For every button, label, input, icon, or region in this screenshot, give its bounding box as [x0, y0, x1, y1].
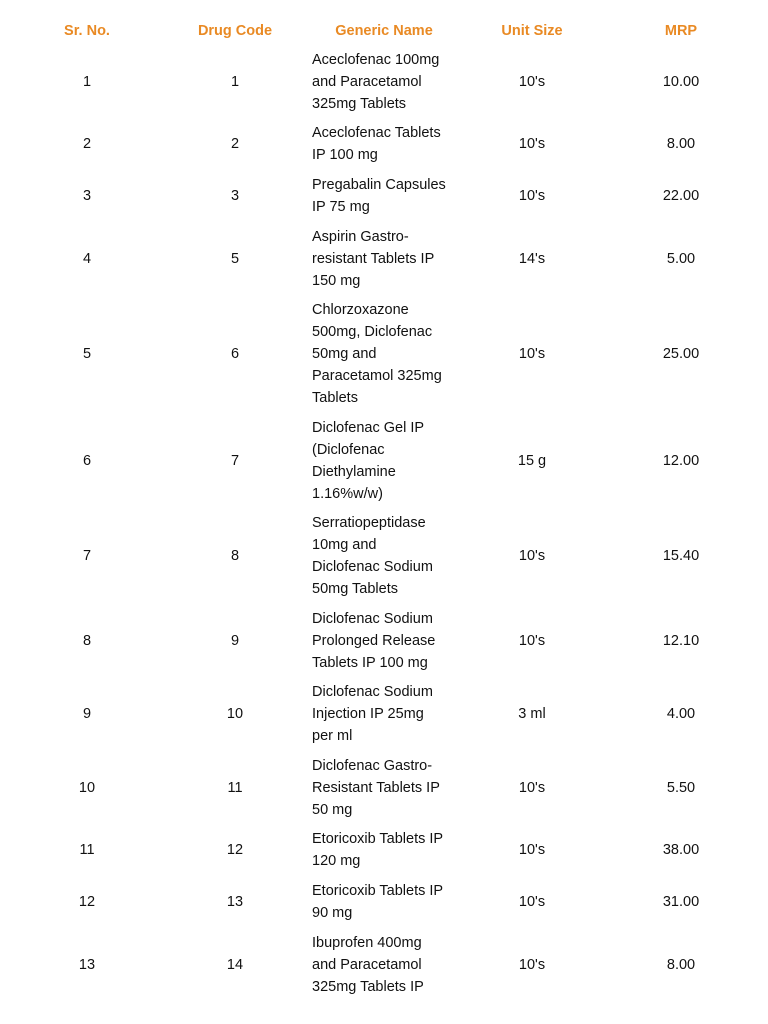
sr-no-cell: 4: [82, 251, 92, 267]
drug-code-cell: 8: [230, 548, 240, 564]
mrp-cell: 22.00: [662, 188, 700, 204]
mrp-cell: 8.00: [666, 136, 696, 152]
drug-code-cell: 12: [226, 842, 244, 858]
sr-no-cell: 10: [78, 780, 96, 796]
table-row: [0, 226, 768, 292]
unit-size-cell: 15 g: [517, 453, 547, 469]
drug-code-cell: 10: [226, 706, 244, 722]
mrp-cell: 25.00: [662, 346, 700, 362]
sr-no-cell: 6: [82, 453, 92, 469]
table-row: [0, 755, 768, 821]
table-row: [0, 122, 768, 166]
unit-size-cell: 10's: [518, 136, 546, 152]
sr-no-cell: 7: [82, 548, 92, 564]
table-row: [0, 880, 768, 924]
generic-name-cell: Serratiopeptidase 10mg and Diclofenac Sodium 50mg Tablets: [312, 515, 433, 597]
header-sr-no: Sr. No.: [64, 23, 110, 39]
unit-size-cell: 10's: [518, 957, 546, 973]
sr-no-cell: 1: [82, 74, 92, 90]
sr-no-cell: 5: [82, 346, 92, 362]
mrp-cell: 31.00: [662, 894, 700, 910]
unit-size-cell: 10's: [518, 548, 546, 564]
sr-no-cell: 12: [78, 894, 96, 910]
sr-no-cell: 8: [82, 633, 92, 649]
generic-name-cell: Diclofenac Sodium Prolonged Release Tablets IP 100 mg: [312, 611, 436, 671]
generic-name-cell: Aspirin Gastro- resistant Tablets IP 150 mg: [312, 229, 435, 289]
generic-name-cell: Pregabalin Capsules IP 75 mg: [312, 177, 446, 215]
sr-no-cell: 3: [82, 188, 92, 204]
mrp-cell: 10.00: [662, 74, 700, 90]
table-row: [0, 417, 768, 505]
table-row: [0, 299, 768, 409]
table-row: [0, 932, 768, 998]
generic-name-cell: Etoricoxib Tablets IP 120 mg: [312, 831, 444, 869]
generic-name-cell: Ibuprofen 400mg and Paracetamol 325mg Tablets IP: [312, 935, 424, 995]
unit-size-cell: 14's: [518, 251, 546, 267]
table-row: [0, 681, 768, 747]
drug-code-cell: 6: [230, 346, 240, 362]
table-row: [0, 608, 768, 674]
sr-no-cell: 9: [82, 706, 92, 722]
sr-no-cell: 2: [82, 136, 92, 152]
mrp-cell: 12.10: [662, 633, 700, 649]
unit-size-cell: 10's: [518, 346, 546, 362]
generic-name-cell: Chlorzoxazone 500mg, Diclofenac 50mg and Paracetamol 325mg Tablets: [312, 302, 442, 406]
unit-size-cell: 10's: [518, 842, 546, 858]
mrp-cell: 5.50: [666, 780, 696, 796]
header-mrp: MRP: [664, 23, 698, 39]
drug-code-cell: 2: [230, 136, 240, 152]
generic-name-cell: Aceclofenac Tablets IP 100 mg: [312, 125, 441, 163]
generic-name-cell: Aceclofenac 100mg and Paracetamol 325mg Tablets: [312, 52, 440, 112]
drug-code-cell: 5: [230, 251, 240, 267]
mrp-cell: 5.00: [666, 251, 696, 267]
drug-code-cell: 11: [227, 780, 243, 796]
sr-no-cell: 13: [78, 957, 96, 973]
generic-name-cell: Etoricoxib Tablets IP 90 mg: [312, 883, 444, 921]
unit-size-cell: 3 ml: [518, 706, 546, 722]
unit-size-cell: 10's: [518, 633, 546, 649]
mrp-cell: 15.40: [662, 548, 700, 564]
table-row: [0, 174, 768, 218]
unit-size-cell: 10's: [518, 74, 546, 90]
mrp-cell: 4.00: [666, 706, 696, 722]
unit-size-cell: 10's: [518, 188, 546, 204]
mrp-cell: 8.00: [666, 957, 696, 973]
header-generic-name: Generic Name: [335, 23, 433, 39]
drug-code-cell: 3: [230, 188, 240, 204]
header-drug-code: Drug Code: [197, 23, 273, 39]
drug-code-cell: 1: [230, 74, 240, 90]
unit-size-cell: 10's: [518, 780, 546, 796]
drug-code-cell: 13: [226, 894, 244, 910]
table-row: [0, 512, 768, 600]
generic-name-cell: Diclofenac Gel IP (Diclofenac Diethylamine 1.16%w/w): [312, 420, 425, 502]
drug-code-cell: 7: [230, 453, 240, 469]
unit-size-cell: 10's: [518, 894, 546, 910]
drug-code-cell: 14: [226, 957, 244, 973]
mrp-cell: 12.00: [662, 453, 700, 469]
generic-name-cell: Diclofenac Gastro- Resistant Tablets IP 50 mg: [312, 758, 440, 818]
header-unit-size: Unit Size: [501, 23, 563, 39]
sr-no-cell: 11: [79, 842, 95, 858]
table-row: [0, 828, 768, 872]
mrp-cell: 38.00: [662, 842, 700, 858]
table-header-row: [0, 19, 768, 43]
table-row: [0, 49, 768, 115]
generic-name-cell: Diclofenac Sodium Injection IP 25mg per ml: [312, 684, 433, 744]
drug-code-cell: 9: [230, 633, 240, 649]
